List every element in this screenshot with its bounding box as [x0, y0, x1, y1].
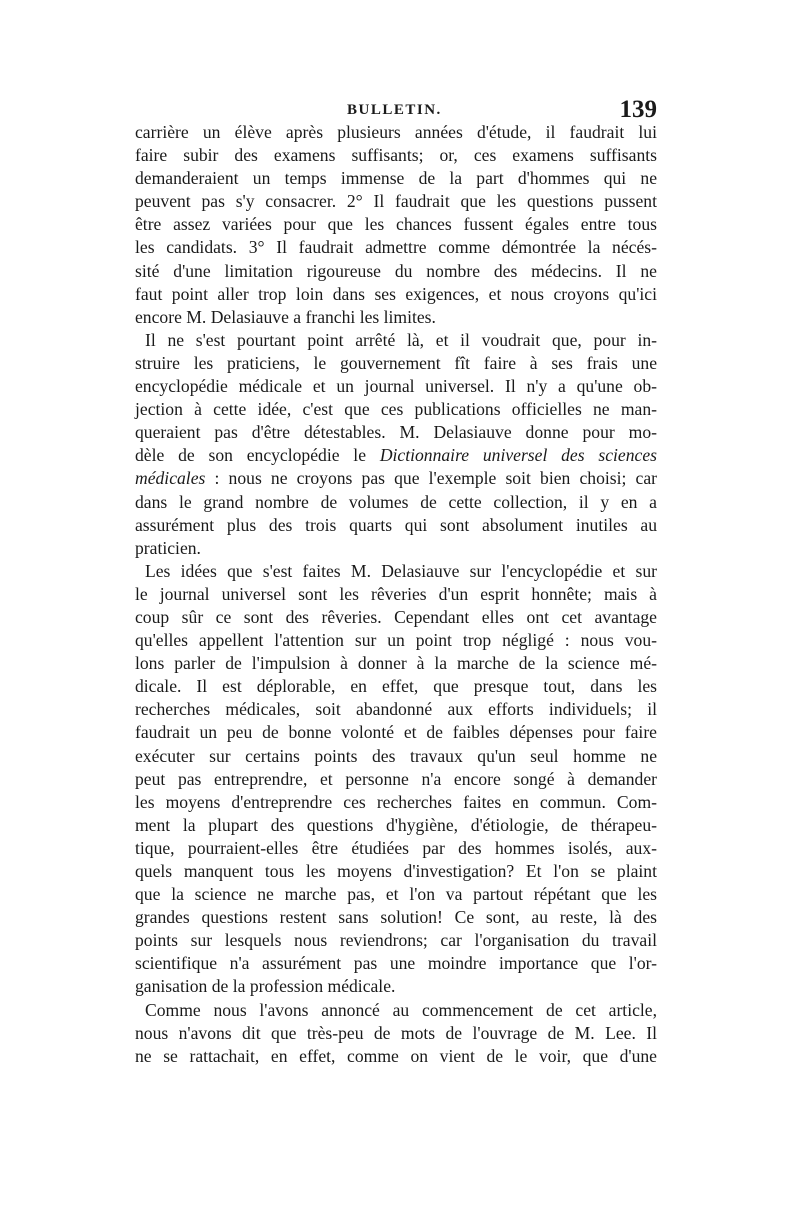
- text-line: être assez variées pour que les chances fussent égales entre tous: [135, 214, 657, 235]
- text-line-mixed: [135, 444, 657, 467]
- text-line: Les idées que s'est faites M. Delasiauve sur l'encyclopédie et sur: [145, 560, 657, 581]
- text-line: que la science ne marche pas, et l'on va partout répétant que les: [135, 884, 657, 905]
- text-line-mixed: [135, 467, 657, 490]
- text-line: faire subir des examens suffisants; or, ces examens suffisants: [135, 145, 657, 166]
- text-line: exécuter sur certains points des travaux qu'un seul homme ne: [135, 745, 657, 766]
- text-line: Comme nous l'avons annoncé au commencement de cet article,: [145, 999, 657, 1020]
- text-line: scientifique n'a assurément pas une moindre importance que l'or-: [135, 953, 657, 974]
- text-line: peuvent pas s'y consacrer. 2° Il faudrait que les questions pussent: [135, 191, 657, 212]
- text-line: Il ne s'est pourtant point arrêté là, et il voudrait que, pour in-: [145, 329, 657, 350]
- text-line: sité d'une limitation rigoureuse du nombre des médecins. Il ne: [135, 260, 657, 281]
- text-line: peut pas entreprendre, et personne n'a encore songé à demander: [135, 768, 657, 789]
- body-text: [135, 121, 657, 1068]
- text-line: tique, pourraient-elles être étudiées par des hommes isolés, aux-: [135, 837, 657, 858]
- text-line: recherches médicales, soit abandonné aux efforts individuels; il: [135, 699, 657, 720]
- text-line: ment la plupart des questions d'hygiène, d'étiologie, de thérapeu-: [135, 814, 657, 835]
- text-line: demanderaient un temps immense de la part d'hommes qui ne: [135, 168, 657, 189]
- text-line: points sur lesquels nous reviendrons; car l'organisation du travail: [135, 930, 657, 951]
- running-head: [135, 96, 657, 124]
- text-line: qu'elles appellent l'attention sur un point trop négligé : nous vou-: [135, 630, 657, 651]
- text-line: praticien.: [135, 537, 201, 558]
- text-line: le journal universel sont les rêveries d'un esprit honnête; mais à: [135, 583, 657, 604]
- italic-title: Dictionnaire universel des sciences: [379, 445, 657, 466]
- text-line: struire les praticiens, le gouvernement fît faire à ses frais une: [135, 352, 657, 373]
- running-title: BULLETIN.: [347, 102, 442, 118]
- text-line: encore M. Delasiauve a franchi les limites.: [135, 306, 436, 327]
- text-line: faut point aller trop loin dans ses exigences, et nous croyons qu'ici: [135, 283, 657, 304]
- text-line: jection à cette idée, c'est que ces publications officielles ne man-: [135, 399, 657, 420]
- text-line: encyclopédie médicale et un journal universel. Il n'y a qu'une ob-: [135, 376, 657, 397]
- italic-title: médicales: [135, 468, 206, 489]
- text-run: : nous ne croyons pas que l'exemple soit bien choisi; car: [214, 468, 657, 489]
- text-line: quels manquent tous les moyens d'investigation? Et l'on se plaint: [135, 861, 657, 881]
- text-line: coup sûr ce sont des rêveries. Cependant elles ont cet avantage: [135, 606, 657, 627]
- text-line: dicale. Il est déplorable, en effet, que presque tout, dans les: [135, 676, 657, 697]
- text-line: les candidats. 3° Il faudrait admettre comme démontrée la nécés-: [135, 237, 657, 258]
- page-number: 139: [619, 96, 657, 123]
- text-line: lons parler de l'impulsion à donner à la marche de la science mé-: [135, 653, 657, 674]
- text-line: ganisation de la profession médicale.: [135, 976, 396, 997]
- text-line: carrière un élève après plusieurs années d'étude, il faudrait lui: [135, 122, 657, 142]
- text-line: nous n'avons dit que très-peu de mots de l'ouvrage de M. Lee. Il: [135, 1022, 657, 1043]
- text-line: les moyens d'entreprendre ces recherches faites en commun. Com-: [135, 791, 657, 812]
- text-line: dans le grand nombre de volumes de cette collection, il y en a: [135, 491, 657, 512]
- text-run: dèle de son encyclopédie le: [135, 445, 367, 466]
- text-line: faudrait un peu de bonne volonté et de faibles dépenses pour faire: [135, 722, 657, 743]
- text-line: ne se rattachait, en effet, comme on vient de le voir, que d'une: [135, 1045, 657, 1066]
- text-line: grandes questions restent sans solution! Ce sont, au reste, là des: [135, 907, 657, 928]
- text-line: queraient pas d'être détestables. M. Delasiauve donne pour mo-: [135, 422, 657, 443]
- text-line: assurément plus des trois quarts qui sont absolument inutiles au: [135, 514, 657, 535]
